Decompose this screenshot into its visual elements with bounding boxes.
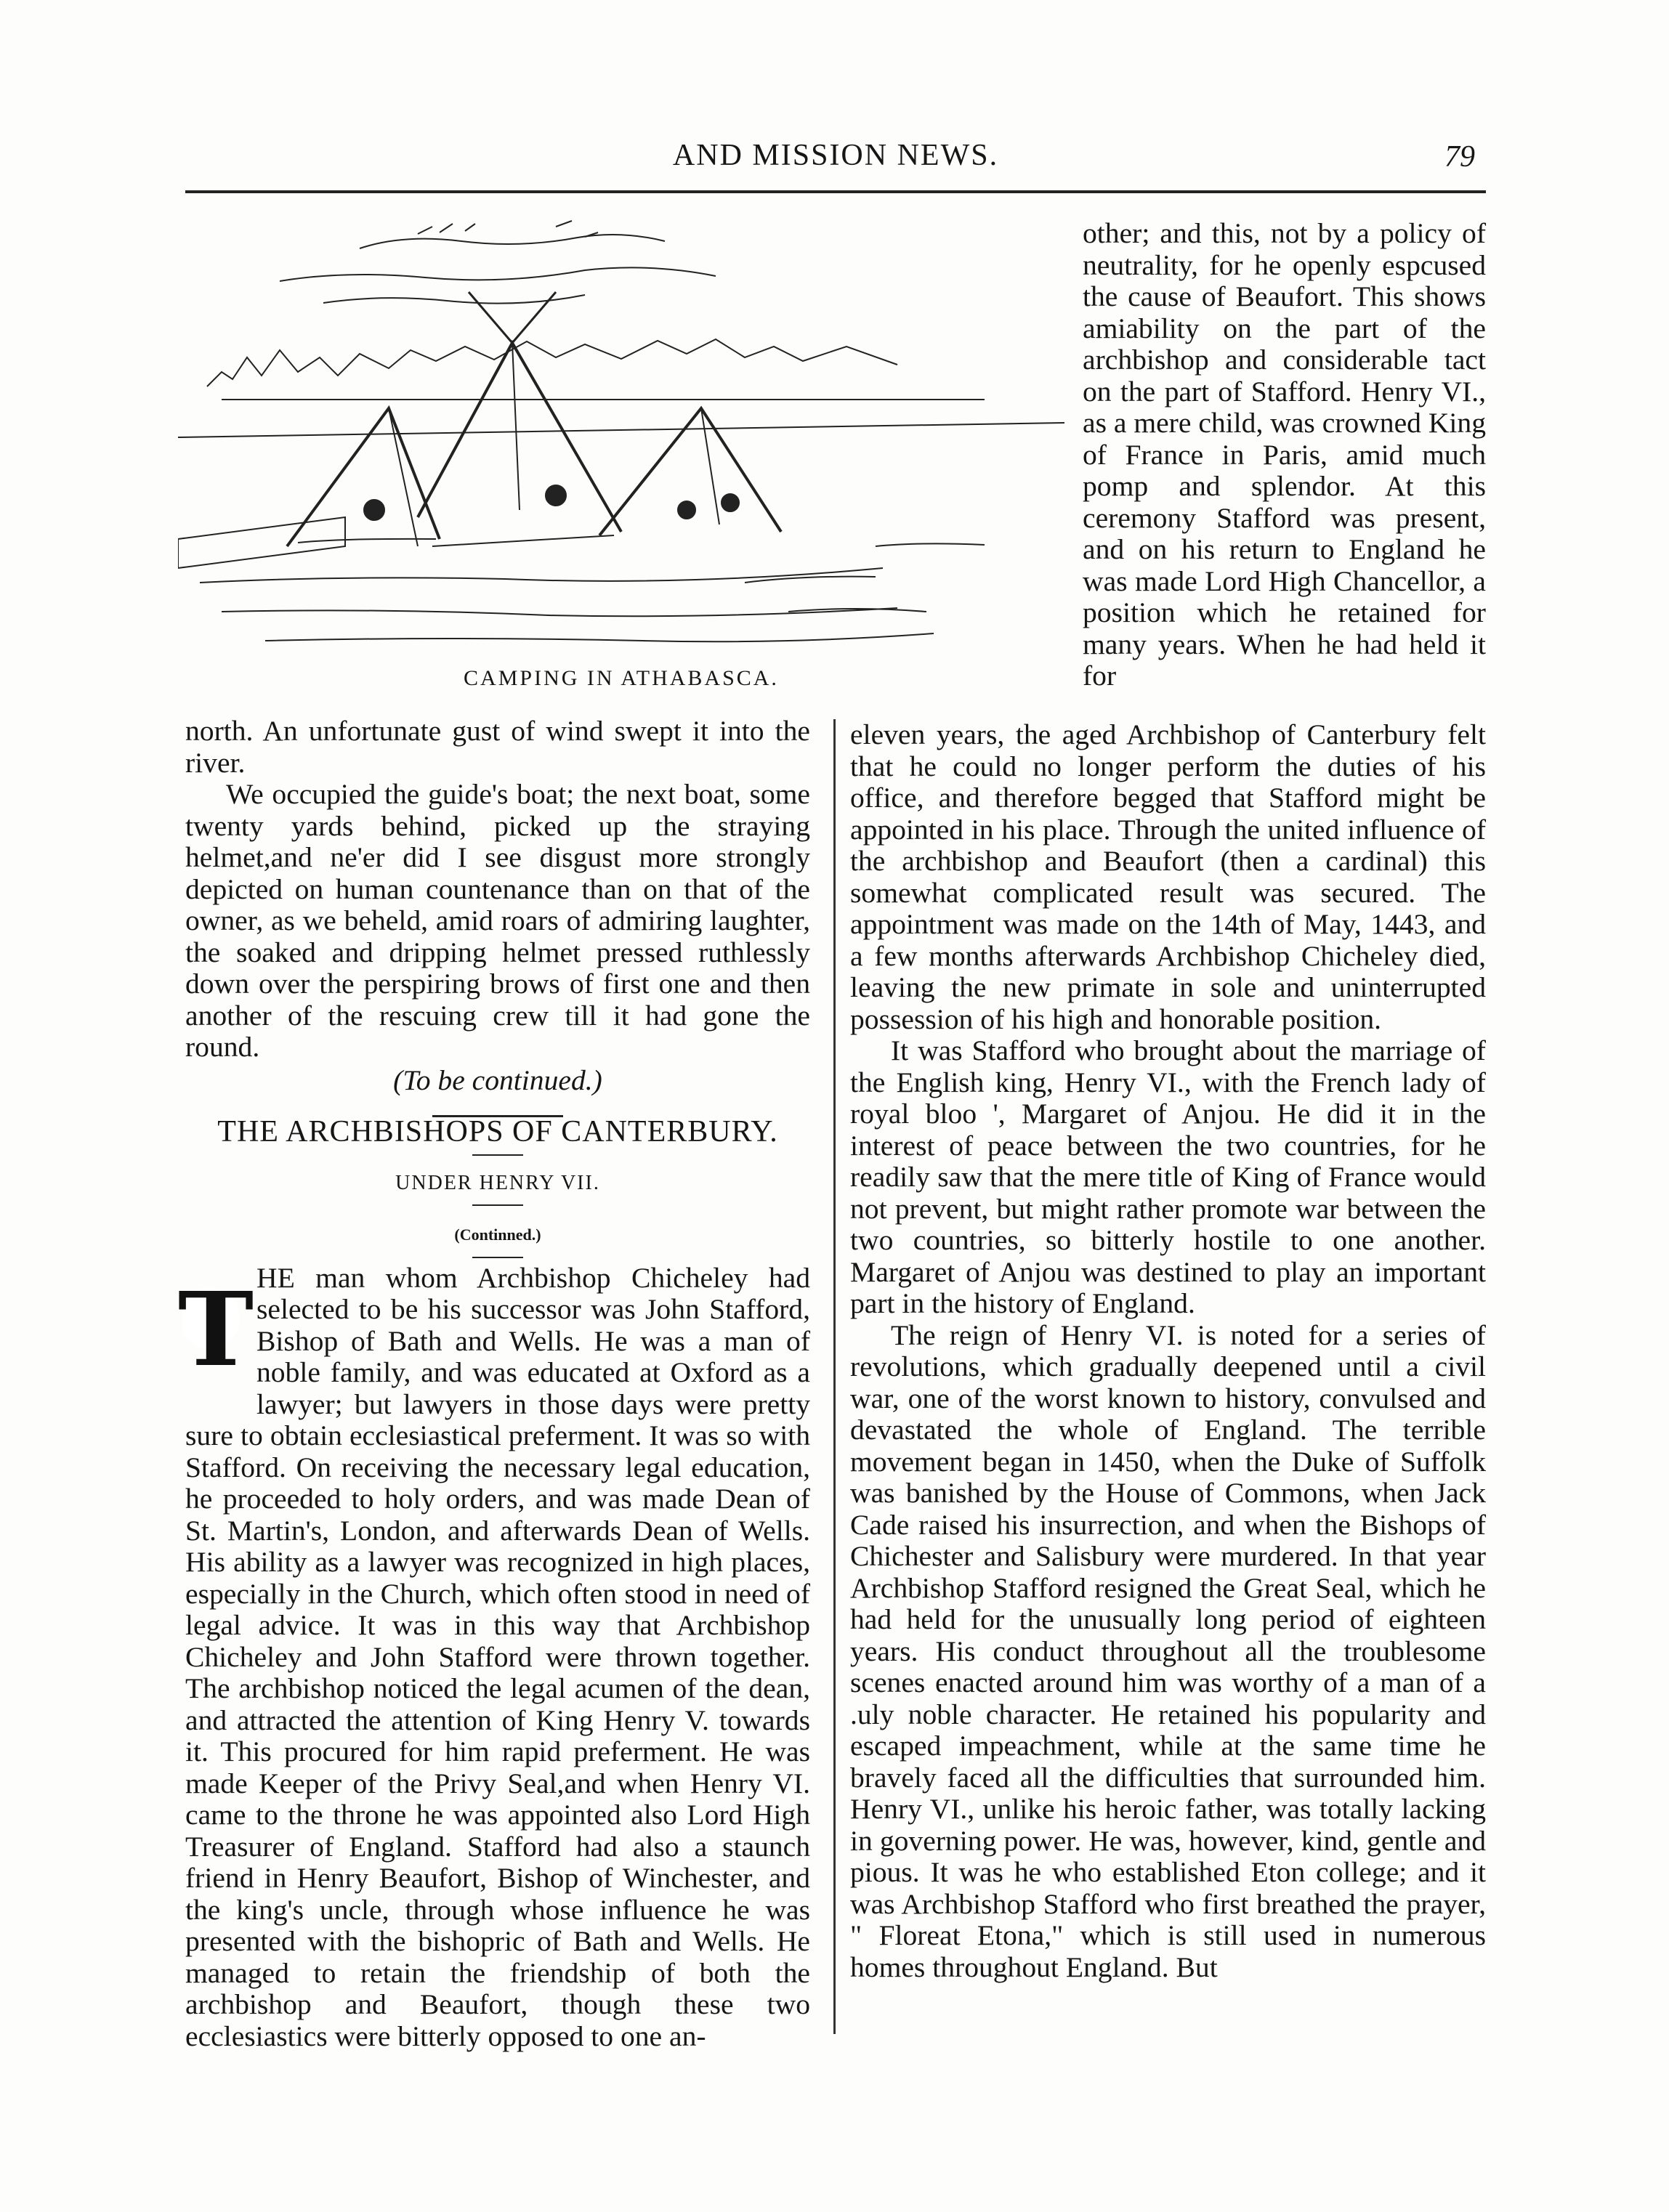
header-rule [185, 190, 1486, 193]
paragraph: eleven years, the aged Archbishop of Canterbury felt that he could no longer perform the duties of his office, and therefore begged that Stafford might be appointed in his place. Through the united influence of the archbishop and Beaufort (then a cardinal) this somewhat complicated result was secured. The appointment was made on the 14th of May, 1443, and a few months afterwards Archbishop Chicheley died, leaving the new primate in sole and uninterrupted possession of his high and honorable position. [850, 718, 1486, 1035]
subtitle-rule [185, 1199, 810, 1210]
article-subtitle: UNDER HENRY VII. [395, 1171, 600, 1194]
left-column-top-text [177, 715, 810, 2052]
title-rule [185, 1148, 810, 1160]
column-divider [833, 719, 836, 2034]
paragraph: north. An unfortunate gust of wind swept it into the river. [185, 715, 810, 779]
running-title: AND MISSION NEWS. [672, 139, 999, 172]
paragraph: We occupied the guide's boat; the next boat, some twenty yards behind, picked up the straying helmet,and ne'er did I see disgust more strongly depicted on human countenance than on that of the owner, as we beheld, amid roars of admiring laughter, the soaked and dripping helmet pressed ruthlessly down over the perspiring brows of first one and then another of the rescuing crew till it had gone the round. [185, 778, 810, 1063]
right-column-text [850, 719, 1486, 1983]
page-number: 79 [1444, 140, 1475, 174]
camping-tents-engraving-icon [178, 205, 1064, 670]
paragraph-text: HE man whom Archbishop Chicheley had selected to be his successor was John Stafford, Bishop of Bath and Wells. He was a man of noble family, and was educated at Oxford as a lawyer; but lawyers in those days were pretty sure to obtain ecclesiastical preferment. It was so with Stafford. On receiving the necessary legal education, he proceeded to holy orders, and was made Dean of St. Martin's, London, and afterwards Dean of Wells. His ability as a lawyer was recognized in high places, especially in the Church, which often stood in need of legal advice. It was in this way that Archbishop Chicheley and John Stafford were thrown together. The archbishop noticed the legal acumen of the dean, and attracted the attention of King Henry V. towards it. This procured for him rapid preferment. He was made Keeper of the Privy Seal,and when Henry VI. came to the throne he was appointed also Lord High Treasurer of England. Stafford had also a staunch friend in Henry Beaufort, Bishop of Winchester, and the king's uncle, through whose influence he was presented with the bishopric of Bath and Wells. He managed to retain the friendship of both the archbishop and Beaufort, though these two ecclesiastics were bitterly opposed to one an- [185, 1261, 810, 2052]
continued-note: (Continned.) [454, 1225, 541, 1244]
article-title: THE ARCHBISHOPS OF CANTERBURY. [217, 1115, 778, 1148]
drop-cap: T [182, 1267, 249, 1394]
paragraph: other; and this, not by a policy of neutrality, for he openly espcused the cause of Beaufort. This shows amiability on the part of the archbishop and considerable tact on the part of Stafford. Henry VI., as a mere child, was crowned King of France in Paris, amid much pomp and splendor. At this ceremony Stafford was present, and on his return to England he was made Lord High Chancellor, a position which he retained for many years. When he had held it for [1083, 217, 1487, 692]
paragraph: The reign of Henry VI. is noted for a series of revolutions, which gradually deepened until a civil war, one of the worst known to history, convulsed and devastated the whole of England. The terrible movement began in 1450, when the Duke of Suffolk was banished by the House of Commons, when Jack Cade raised his insurrection, and when the Bishops of Chichester and Salisbury were murdered. In that year Archbishop Stafford resigned the Great Seal, which he had held for the unusually long period of eighteen years. His conduct throughout all the troublesome scenes enacted around him was worthy of a man of a .uly noble character. He retained his popularity and escaped impeachment, while at the same time he bravely faced all the difficulties that surrounded him. Henry VI., unlike his heroic father, was totally lacking in governing power. He was, however, kind, gentle and pious. It was he who established Eton college; and it was Archbishop Stafford who first breathed the prayer, " Floreat Etona," which is still used in numerous homes throughout England. But [850, 1318, 1486, 1983]
paragraph: It was Stafford who brought about the marriage of the English king, Henry VI., with the French lady of royal bloo ', Margaret of Anjou. He did it in the interest of peace between the two countries, for he readily saw that the mere title of King of France would not prevent, but might rather promote war between the two countries, so bitterly hostile to one another. Margaret of Anjou was destined to play an important part in the history of England. [850, 1034, 1486, 1319]
to-be-continued: (To be continued.) [393, 1064, 602, 1096]
note-rule [185, 1251, 810, 1263]
right-column-top-text [1083, 218, 1486, 692]
camping-tents-illustration [178, 205, 1064, 670]
running-head [185, 138, 1486, 182]
illustration-caption: CAMPING IN ATHABASCA. [464, 666, 779, 690]
article-first-paragraph [177, 1261, 810, 2053]
